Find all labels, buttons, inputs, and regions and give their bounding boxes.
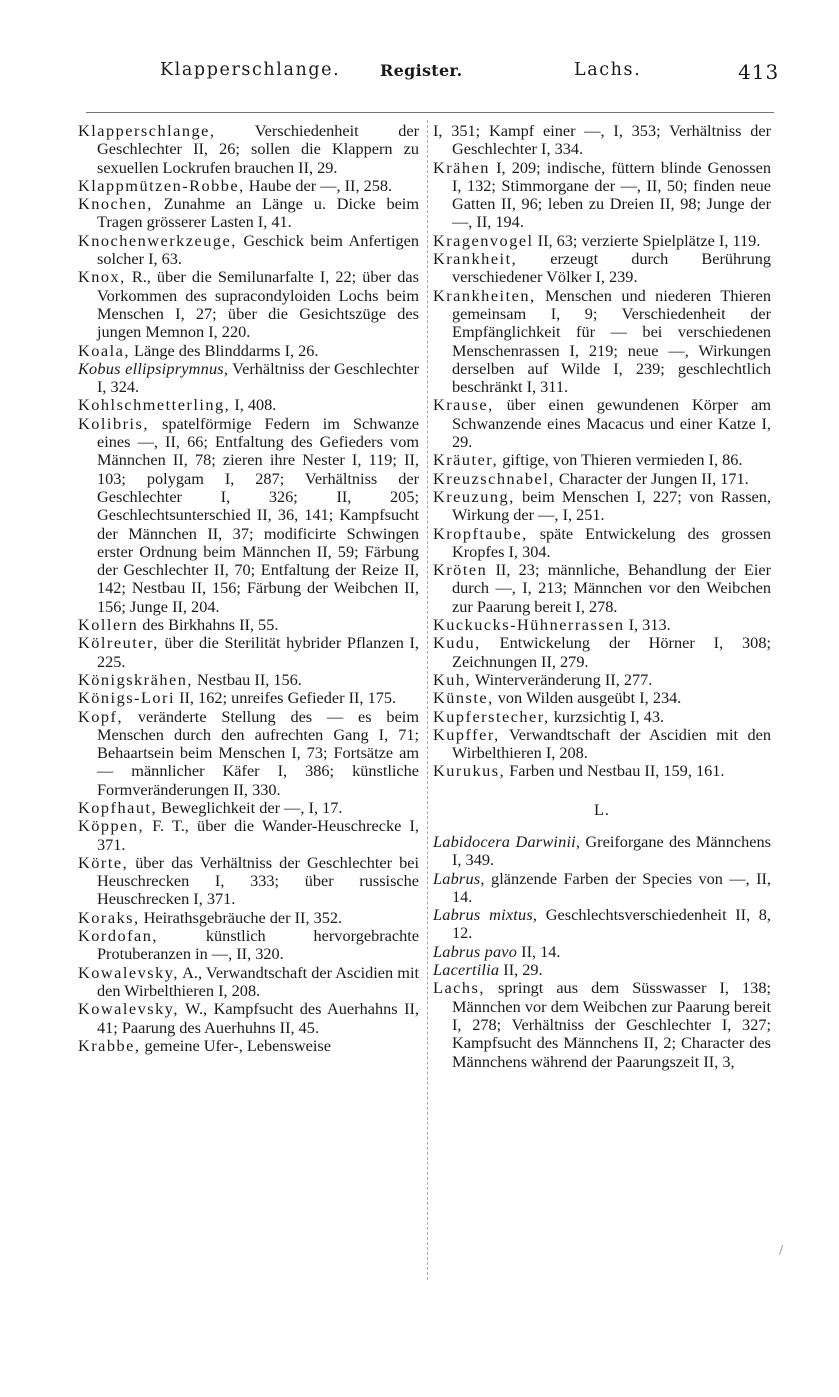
index-entry bbox=[78, 232, 419, 269]
entry-text: gemeine Ufer-, Lebensweise bbox=[140, 1035, 331, 1055]
entry-text: II, 162; unreifes Gefieder II, 175. bbox=[175, 688, 397, 708]
entry-headword: Kreuzschnabel, bbox=[433, 468, 555, 488]
index-entry bbox=[433, 671, 771, 689]
entry-headword: Köppen, bbox=[78, 816, 145, 836]
entry-text: veränderte Stellung des — es beim Menschen durch den aufrechten Gang I, 71; Behaartsein beim Menschen I, 73; Fortsätze am — männlicher Käfer I, 386; künstliche Formveränderungen II, 330. bbox=[97, 706, 419, 799]
index-entry bbox=[78, 268, 419, 341]
entry-text: II, 29. bbox=[499, 960, 543, 980]
entry-headword: Kopf, bbox=[78, 706, 124, 726]
index-entry bbox=[433, 232, 771, 250]
index-entry bbox=[433, 943, 771, 961]
index-entry bbox=[433, 616, 771, 634]
entry-headword: Kropftaube, bbox=[433, 523, 528, 543]
entry-headword: Krabbe, bbox=[78, 1035, 141, 1055]
entry-text: Entwickelung der Hörner I, 308; Zeichnungen II, 279. bbox=[452, 633, 771, 671]
entry-headword: Krankheit, bbox=[433, 249, 518, 269]
index-entry bbox=[433, 488, 771, 525]
entry-headword: Labrus pavo bbox=[433, 941, 518, 961]
entry-text: Beweglichkeit der —, I, 17. bbox=[157, 797, 343, 817]
index-entry bbox=[433, 762, 771, 780]
entry-text: I, 408. bbox=[230, 395, 277, 415]
entry-text: des Birkhahns II, 55. bbox=[138, 615, 279, 635]
entry-text: Länge des Blinddarms I, 26. bbox=[129, 340, 319, 360]
entry-text: F. T., über die Wander-Heuschrecke I, 371. bbox=[97, 816, 419, 854]
entry-headword: Kolibris, bbox=[78, 413, 149, 433]
index-entry bbox=[78, 616, 419, 634]
index-entry bbox=[433, 250, 771, 287]
entry-text: Haube der —, II, 258. bbox=[244, 175, 393, 195]
running-header bbox=[0, 58, 839, 90]
index-entry bbox=[78, 854, 419, 909]
entry-headword: Kragenvogel bbox=[433, 230, 534, 250]
entry-text: R., über die Semilunarfalte I, 22; über das Vorkommen des supracondyloiden Lochs beim Menschen I, 27; über die Gesichtszüge des jungen Memnon I, 220. bbox=[97, 267, 419, 342]
entry-text: I, 313. bbox=[624, 615, 671, 635]
entry-text: Farben und Nestbau II, 159, 161. bbox=[505, 761, 725, 781]
entry-text: Character der Jungen II, 171. bbox=[554, 468, 749, 488]
entry-text: erzeugt durch Berührung verschiedener Völker I, 239. bbox=[452, 249, 771, 287]
entry-headword: Kowalevsky, bbox=[78, 999, 179, 1019]
entry-text: A., Verwandtschaft der Ascidien mit den Wirbelthieren I, 208. bbox=[97, 962, 419, 1000]
index-entry bbox=[433, 708, 771, 726]
index-entry bbox=[433, 906, 771, 943]
entry-headword: Knochenwerkzeuge, bbox=[78, 230, 237, 250]
entry-text: W., Kampfsucht des Auerhahns II, 41; Paarung des Auerhuhns II, 45. bbox=[97, 999, 419, 1037]
index-entry bbox=[78, 799, 419, 817]
index-entry bbox=[78, 195, 419, 232]
entry-text: Geschick beim Anfertigen solcher I, 63. bbox=[97, 230, 419, 269]
header-right-catchword: Lachs. bbox=[574, 60, 642, 80]
entry-headword: Kuckucks-Hühnerrassen bbox=[433, 615, 625, 635]
entry-text: I, 209; indische, füttern blinde Genossen I, 132; Stimmorgane der —, II, 50; finden neue Gatten II, 96; leben zu Dreien II, 98; Junge der —, II, 194. bbox=[452, 157, 771, 232]
index-entry bbox=[433, 470, 771, 488]
index-entry bbox=[78, 909, 419, 927]
index-entry bbox=[433, 561, 771, 616]
index-entry bbox=[78, 1037, 419, 1055]
entry-headword: Klapperschlange, bbox=[78, 121, 216, 140]
index-entry bbox=[78, 177, 419, 195]
entry-headword: Kohlschmetterling, bbox=[78, 395, 231, 415]
header-left-catchword: Klapperschlange. bbox=[160, 60, 341, 80]
index-entry bbox=[433, 396, 771, 451]
index-column-left bbox=[78, 122, 419, 1055]
entry-headword: Koala, bbox=[78, 340, 130, 360]
entry-text: beim Menschen I, 227; von Rassen, Wirkung der —, I, 251. bbox=[452, 486, 771, 525]
entry-headword: Kopfhaut, bbox=[78, 797, 158, 817]
entry-text: späte Entwickelung des grossen Kropfes I, 304. bbox=[452, 523, 771, 561]
entry-headword: Lachs, bbox=[433, 978, 485, 998]
index-entry bbox=[78, 708, 419, 799]
index-entry bbox=[433, 525, 771, 562]
entry-headword: Klappmützen-Robbe, bbox=[78, 175, 245, 195]
index-entry bbox=[433, 451, 771, 469]
index-entry bbox=[78, 415, 419, 616]
entry-headword: Lacertilia bbox=[433, 960, 500, 980]
index-entry bbox=[78, 342, 419, 360]
entry-headword: Kordofan, bbox=[78, 926, 158, 946]
index-entry bbox=[433, 159, 771, 232]
entry-headword: Kräuter, bbox=[433, 450, 499, 470]
entry-text: Heirathsgebräuche der II, 352. bbox=[139, 907, 343, 927]
entry-headword: Kölreuter, bbox=[78, 633, 159, 653]
entry-headword: Kobus ellipsiprymnus, bbox=[78, 358, 229, 378]
index-entry bbox=[78, 634, 419, 671]
entry-headword: Kurukus, bbox=[433, 761, 506, 781]
index-entry bbox=[433, 961, 771, 979]
entry-headword: Kuh, bbox=[433, 669, 472, 689]
entry-text: giftige, von Thieren vermieden I, 86. bbox=[498, 450, 743, 470]
entry-headword: Kudu, bbox=[433, 633, 481, 653]
entry-headword: Kollern bbox=[78, 615, 139, 635]
index-entry bbox=[433, 726, 771, 763]
index-entry bbox=[433, 870, 771, 907]
entry-headword: Körte, bbox=[78, 852, 129, 872]
entry-headword: Labidocera Darwinii, bbox=[433, 831, 581, 851]
entry-headword: Knochen, bbox=[78, 194, 153, 214]
scan-mark: / bbox=[779, 1243, 784, 1257]
entry-headword: Königs-Lori bbox=[78, 688, 175, 708]
entry-text: II, 63; verzierte Spielplätze I, 119. bbox=[533, 230, 761, 250]
entry-headword: Kupferstecher, bbox=[433, 706, 550, 726]
entry-headword: Künste, bbox=[433, 688, 494, 708]
entry-text: Winterveränderung II, 277. bbox=[471, 669, 653, 689]
entry-headword: Kreuzung, bbox=[433, 486, 515, 506]
entry-text: springt aus dem Süsswasser I, 138; Männchen vor dem Weibchen zur Paarung bereit I, 278; Verhältniss der Geschlechter I, 327; Kampfsucht des Männchens II, 2; Character des Männchens während der Paarungszeit II, 3, bbox=[452, 978, 771, 1071]
entry-text: künstlich hervorgebrachte Protuberanzen in —, II, 320. bbox=[97, 926, 419, 964]
index-entry bbox=[78, 817, 419, 854]
entry-headword: Knox, bbox=[78, 267, 126, 287]
entry-text: II, 23; männliche, Behandlung der Eier durch —, I, 213; Männchen vor den Weibchen zur Paarung bereit I, 278. bbox=[452, 560, 771, 616]
entry-text: glänzende Farben der Species von —, II, 14. bbox=[452, 868, 771, 906]
index-column-right bbox=[433, 122, 771, 1071]
entry-headword: Kowalevsky, bbox=[78, 962, 179, 982]
index-entry bbox=[78, 396, 419, 414]
entry-headword: Krause, bbox=[433, 395, 494, 415]
section-letter-heading: L. bbox=[593, 799, 610, 819]
entry-text: Menschen und niederen Thieren gemeinsam I, 9; Verschiedenheit der Empfänglichkeit für — bei verschiedenen Menschenrassen I, 219; neue —, Wirkungen derselben auf Wilde I, 239; geschlechtlich beschränkt I, 311. bbox=[452, 285, 771, 397]
entry-text: Verwandtschaft der Ascidien mit den Wirbelthieren I, 208. bbox=[452, 724, 771, 763]
entry-text: Greiforgane des Männchens I, 349. bbox=[452, 831, 771, 870]
index-entry bbox=[433, 634, 771, 671]
header-section-title: Register. bbox=[380, 61, 463, 80]
index-entry bbox=[433, 287, 771, 397]
entry-text: über die Sterilität hybrider Pflanzen I, 225. bbox=[97, 633, 419, 671]
entry-text: kurzsichtig I, 43. bbox=[549, 706, 665, 726]
entry-headword: Labrus, bbox=[433, 868, 485, 888]
entry-headword: Krähen bbox=[433, 157, 490, 177]
entry-text: Geschlechtsverschiedenheit II, 8, 12. bbox=[452, 905, 771, 943]
entry-text: Verschiedenheit der Geschlechter II, 26; sollen die Klappern zu sexuellen Lockrufen brauchen II, 29. bbox=[97, 121, 419, 177]
index-entry bbox=[433, 122, 771, 159]
index-entry bbox=[78, 122, 419, 177]
entry-text: spatelförmige Federn im Schwanze eines —, II, 66; Entfaltung des Gefieders vom Männchen II, 78; zieren ihre Nester I, 119; II, 103; polygam I, 287; Verhältniss der Geschlechter I, 326; II, 205; Geschlechtsunterschied II, 36, 141; Kampfsucht der Männchen II, 37; modificirte Schwingen erster Ordnung beim Männchen II, 59; Färbung der Geschlechter II, 70; Entfaltung der Reize II, 142; Nestbau II, 156; Färbung der Weibchen II, 156; Junge II, 204. bbox=[97, 413, 419, 616]
entry-headword: Kupffer, bbox=[433, 724, 500, 744]
entry-text: von Wilden ausgeübt I, 234. bbox=[493, 688, 682, 708]
index-entry bbox=[78, 689, 419, 707]
entry-headword: Kröten bbox=[433, 560, 488, 580]
index-entry bbox=[433, 833, 771, 870]
index-entry bbox=[433, 979, 771, 1070]
entry-headword: Koraks, bbox=[78, 907, 140, 927]
entry-headword: Krankheiten, bbox=[433, 285, 536, 305]
entry-headword: Labrus mixtus, bbox=[433, 905, 538, 925]
index-entry bbox=[78, 1000, 419, 1037]
entry-text: Nestbau II, 156. bbox=[192, 669, 302, 689]
index-entry bbox=[78, 964, 419, 1001]
index-entry bbox=[433, 689, 771, 707]
index-entry bbox=[78, 671, 419, 689]
entry-text: über einen gewundenen Körper am Schwanzende eines Macacus und einer Katze I, 29. bbox=[452, 395, 771, 452]
entry-text: I, 351; Kampf einer —, I, 353; Verhältniss der Geschlechter I, 334. bbox=[433, 121, 771, 159]
index-group-l bbox=[433, 833, 771, 1071]
entry-text: Zunahme an Länge u. Dicke beim Tragen grösserer Lasten I, 41. bbox=[97, 194, 419, 232]
index-entry bbox=[78, 360, 419, 397]
index-group-k bbox=[433, 122, 771, 781]
page-number: 413 bbox=[738, 60, 780, 84]
entry-text: über das Verhältniss der Geschlechter bei Heuschrecken I, 333; über russische Heuschrecken I, 371. bbox=[97, 852, 419, 909]
column-divider bbox=[427, 120, 428, 1280]
entry-text: II, 14. bbox=[517, 941, 561, 961]
entry-headword: Königskrähen, bbox=[78, 669, 193, 689]
index-entry bbox=[78, 927, 419, 964]
entry-text: Verhältniss der Geschlechter I, 324. bbox=[97, 358, 419, 397]
header-rule bbox=[86, 112, 774, 113]
